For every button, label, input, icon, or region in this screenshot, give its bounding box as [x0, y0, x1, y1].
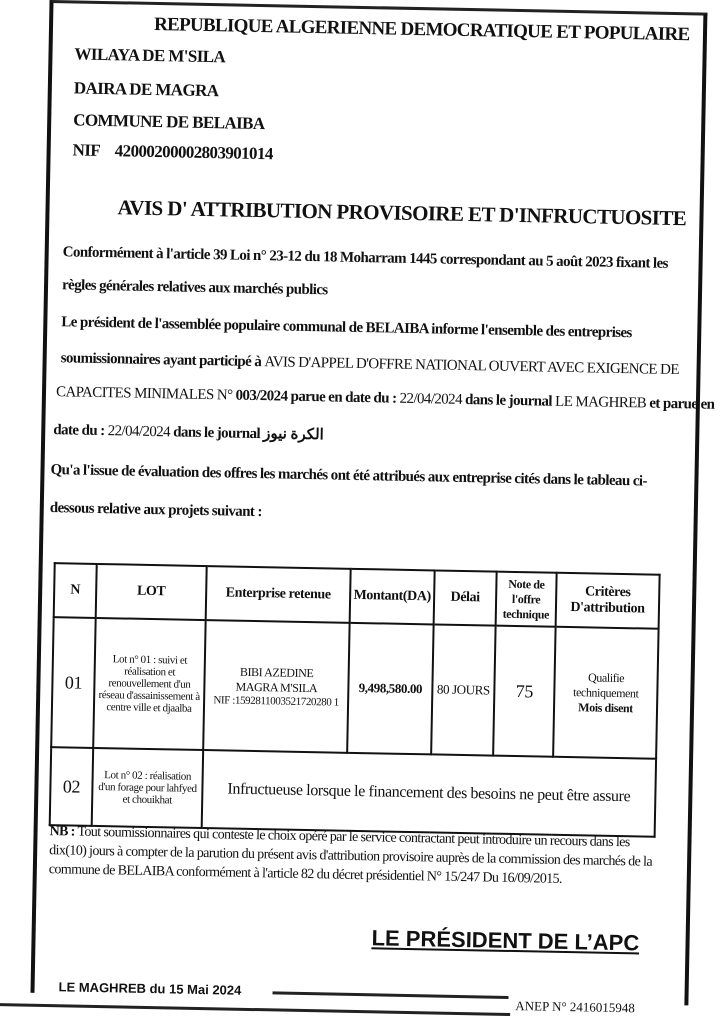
text: dans le journal	[169, 424, 264, 443]
notice-title: AVIS D' ATTRIBUTION PROVISOIRE ET D'INFRUCTUOSITE	[117, 195, 687, 231]
text: CAPACITES MINIMALES N°	[55, 384, 236, 404]
critere-text: Mois disent	[578, 699, 633, 715]
wilaya: WILAYA DE M'SILA	[74, 44, 226, 67]
row-lot: Lot n° 01 : suivi et réalisation et renouvellement d'un réseau d'assainissement à centre ville et djaalba	[93, 618, 205, 750]
entreprise-nif: NIF :1592811003521720280 1	[213, 694, 339, 709]
nb-label: NB :	[49, 824, 75, 840]
col-criteres: Critères D'attribution	[556, 573, 660, 629]
newspaper-date: LE MAGHREB du 15 Mai 2024	[58, 979, 242, 998]
text: date du :	[53, 422, 108, 440]
critere-text: Qualifie techniquement	[572, 669, 639, 700]
nif-value: 42000200002803901014	[114, 141, 273, 164]
body-line: Qu'a l'issue de évaluation des offres les marchés ont été attribués aux entreprise cités dans le tableau ci-	[50, 462, 647, 490]
text: 22/04/2024	[107, 423, 171, 441]
body-line: Conformément à l'article 39 Loi n° 23-12 du 18 Moharram 1445 correspondant au 5 août 2023 fixant les	[62, 244, 669, 272]
text: 003/2024	[235, 387, 288, 405]
row-n: 02	[50, 747, 93, 826]
row-note: 75	[493, 626, 555, 757]
body-line: dessous relative aux projets suivant :	[49, 500, 262, 521]
attribution-table	[49, 562, 661, 838]
nif-label: NIF	[72, 140, 101, 160]
text: et parue en	[646, 395, 715, 413]
daira: DAIRA DE MAGRA	[73, 78, 219, 101]
text: dans le journal	[461, 391, 556, 410]
republic-heading: REPUBLIQUE ALGERIENNE DEMOCRATIQUE ET POPULAIRE	[153, 13, 690, 46]
body-line: règles générales relatives aux marchés publics	[61, 277, 328, 299]
row-result: Infructueuse lorsque le financement des besoins ne peut être assure	[202, 750, 656, 837]
col-entreprise: Enterprise retenue	[206, 566, 351, 623]
arabic-newspaper: الكرة نيوز	[263, 426, 324, 444]
entreprise-city: MAGRA M'SILA	[235, 679, 318, 696]
text: LE MAGHREB	[554, 393, 647, 412]
anep-number: ANEP N° 2416015948	[515, 998, 636, 1016]
signature-title: LE PRÉSIDENT DE L’APC	[371, 925, 640, 956]
row-delai: 80 JOURS	[431, 624, 495, 755]
col-note: Note de l'offre technique	[496, 572, 557, 627]
text: 22/04/2024	[399, 390, 463, 408]
footer-rule	[0, 1003, 510, 1016]
row-lot: Lot n° 02 : réalisation d'un forage pour lahfyed et chouikhat	[92, 748, 203, 828]
col-n: N	[54, 563, 97, 618]
text: soumissionnaires ayant participé à	[60, 350, 265, 371]
col-montant: Montant(DA)	[350, 569, 435, 625]
row-critere	[553, 627, 658, 759]
row-montant: 9,498,580.00	[347, 623, 433, 755]
body-line: Le président de l'assemblée populaire communal de BELAIBA informe l'ensemble des entreprises	[61, 314, 632, 342]
entreprise-name: BIBI AZEDINE	[239, 664, 314, 681]
text: parue en date du :	[287, 388, 400, 407]
nb-text: Tout soumissionnaires qui conteste le choix opéré par le service contractant peut introduire un recours dans les dix(10) jours à compter de la parution du présent avis d'attribution provisoire auprès de la commission des marchés de la commune de BELAIBA conformément à l'article 82 du décret présidentiel N° 15/247 Du 16/09/2015.	[48, 824, 653, 887]
row-entreprise	[203, 620, 349, 753]
row-n: 01	[51, 617, 95, 748]
col-lot: LOT	[96, 564, 207, 620]
commune: COMMUNE DE BELAIBA	[73, 110, 265, 134]
table-row	[51, 617, 658, 759]
nb-paragraph	[49, 822, 670, 891]
text: AVIS D'APPEL D'OFFRE NATIONAL OUVERT AVEC EXIGENCE DE	[264, 354, 679, 379]
col-delai: Délai	[434, 570, 497, 625]
nif	[72, 140, 272, 164]
